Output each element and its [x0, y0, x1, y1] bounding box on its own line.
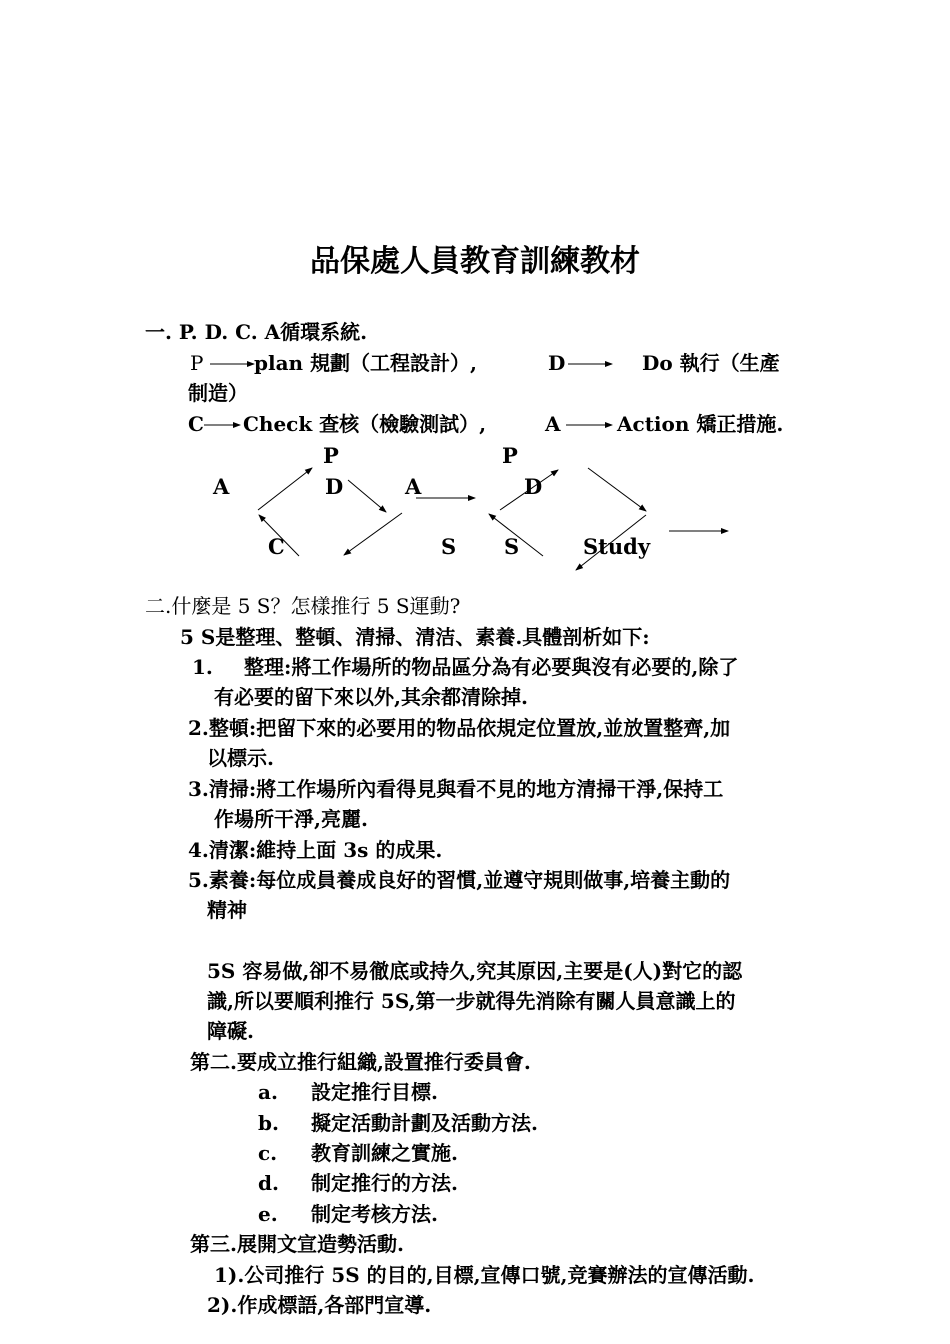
paragraph-line-1: 5S 容易做,卻不易徹底或持久,究其原因,主要是(人)對它的認: [207, 959, 743, 983]
arrow-a-to-p: [258, 468, 312, 510]
fives-intro: 5 S是整理、整頓、清掃、清洁、素養.具體剖析如下:: [180, 625, 650, 649]
second-item-d-marker: d.: [258, 1171, 279, 1195]
cycle-right-s: S: [441, 534, 457, 559]
pdca-check-text: Check 查核（檢驗測試）,: [243, 412, 487, 436]
cycle-right-s2: S: [504, 534, 520, 559]
second-item-b-marker: b.: [258, 1111, 279, 1135]
third-item-2: 2).作成標語,各部門宣導.: [207, 1293, 432, 1317]
item1-number: 1.: [192, 655, 213, 679]
pdca-heading-number: 一.: [145, 320, 172, 344]
item1-wrap: 有必要的留下來以外,其余都清除掉.: [214, 685, 528, 709]
item5-text: 5.素養:每位成員養成良好的習慣,並遵守規則做事,培養主動的: [188, 868, 731, 892]
pdca-do-text: Do 執行（生產: [642, 351, 780, 375]
item5-wrap: 精神: [207, 898, 247, 922]
cycle-right-p: P: [502, 443, 518, 468]
arrow-d-to-c: [344, 513, 402, 555]
second-item-b-text: 擬定活動計劃及活動方法.: [311, 1111, 538, 1135]
fives-heading: 二.什麼是 5 S？怎樣推行 5 S運動?: [145, 594, 461, 618]
third-heading: 第三.展開文宣造勢活動.: [190, 1232, 404, 1256]
arrow-p-to-d: [348, 480, 386, 512]
cycle-left-c: C: [268, 534, 285, 559]
paragraph-line-2: 識,所以要順利推行 5S,第一步就得先消除有關人員意識上的: [207, 989, 736, 1013]
second-item-e-text: 制定考核方法.: [311, 1202, 438, 1226]
second-item-a-marker: a.: [258, 1080, 278, 1104]
cycle-right-study: Study: [583, 534, 651, 559]
second-item-d-text: 制定推行的方法.: [311, 1171, 458, 1195]
item2-wrap: 以標示.: [207, 746, 274, 770]
pdca-action-text: Action 矯正措施.: [617, 412, 784, 436]
second-item-a-text: 設定推行目標.: [311, 1080, 438, 1104]
pdca-heading-text: P. D. C. A循環系統.: [171, 320, 368, 344]
arrow-right-d-to-s: [576, 515, 646, 570]
second-heading: 第二.要成立推行組織,設置推行委員會.: [190, 1050, 531, 1074]
third-item-1: 1).公司推行 5S 的目的,目標,宣傳口號,竞賽辦法的宣傳活動.: [214, 1263, 755, 1287]
cycle-left-d: D: [325, 474, 344, 499]
pdca-a-letter: A: [545, 412, 561, 436]
item2-text: 2.整頓:把留下來的必要用的物品依規定位置放,並放置整齊,加: [188, 716, 731, 740]
cycle-left-p: P: [323, 443, 339, 468]
cycle-right-a: A: [405, 474, 422, 499]
arrow-c-to-a: [259, 515, 299, 556]
second-item-c-marker: c.: [258, 1141, 278, 1165]
cycle-left-a: A: [213, 474, 230, 499]
cycle-right-d: D: [524, 474, 543, 499]
second-item-e-marker: e.: [258, 1202, 278, 1226]
second-item-c-text: 教育訓練之實施.: [311, 1141, 458, 1165]
pdca-p-letter: P: [190, 351, 204, 375]
paragraph-line-3: 障礙.: [207, 1019, 254, 1043]
pdca-d-letter: D: [548, 351, 566, 375]
arrow-right-a-to-p: [500, 470, 558, 510]
arrow-right-p-to-d: [588, 468, 646, 511]
pdca-do-wrap: 制造）: [188, 381, 248, 405]
arrow-right-s-to-a: [489, 514, 543, 556]
item4-text: 4.清潔:維持上面 3s 的成果.: [188, 838, 443, 862]
document-title: 品保處人員教育訓練教材: [310, 244, 640, 279]
item3-wrap: 作場所干淨,亮麗.: [214, 807, 368, 831]
pdca-plan-text: plan 規劃（工程設計）,: [254, 351, 478, 375]
pdca-c-letter: C: [188, 412, 204, 436]
item1-text: 整理:將工作場所的物品區分為有必要與沒有必要的,除了: [244, 655, 739, 679]
item3-text: 3.清掃:將工作場所內看得見與看不見的地方清掃干淨,保持工: [188, 777, 724, 801]
